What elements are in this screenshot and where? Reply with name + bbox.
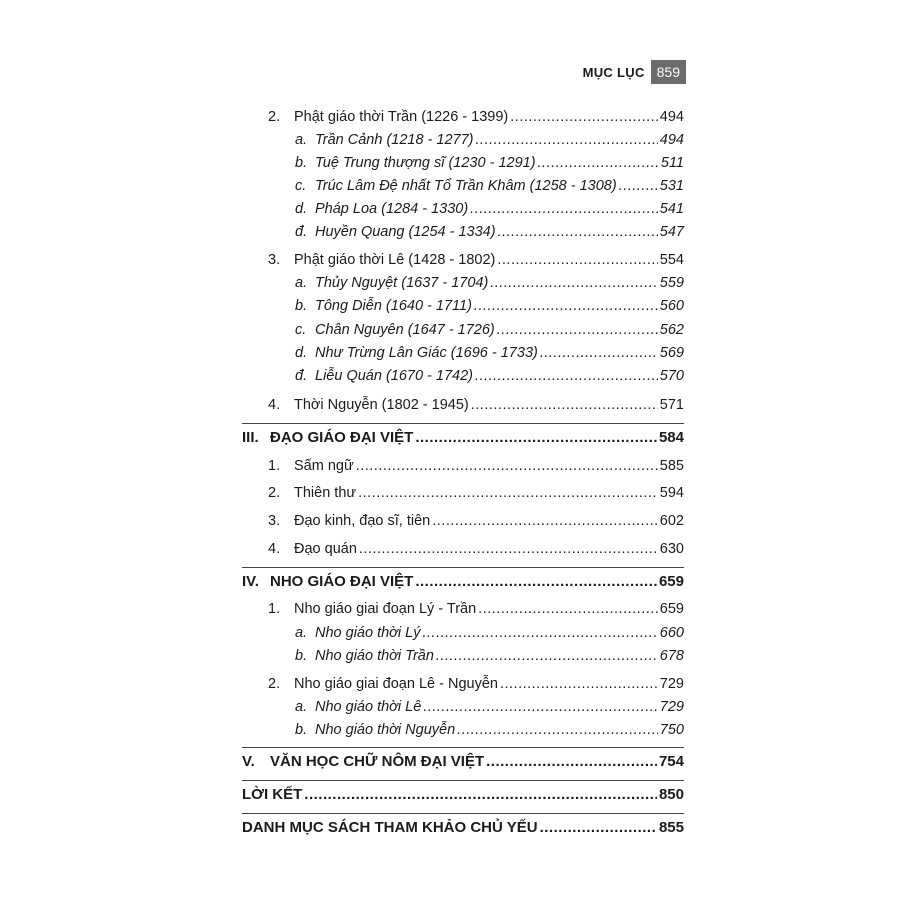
toc-entry-number: 2.: [268, 676, 281, 692]
toc-entry-title: Nho giáo thời Trần: [315, 648, 434, 664]
header-title: MỤC LỤC: [582, 64, 645, 80]
toc-entry-page: 571: [659, 397, 684, 413]
toc-entry-number: đ.: [295, 368, 308, 384]
toc-subentry: [295, 274, 684, 292]
toc-entry-page: 554: [659, 252, 684, 268]
toc-entry-page: 562: [659, 322, 684, 338]
section-divider: [242, 813, 684, 814]
leader-dots: [538, 154, 659, 172]
toc-section: [242, 573, 684, 591]
toc-entry-number: d.: [295, 201, 308, 217]
toc-subentry: [295, 698, 684, 716]
toc-entry-title: Phật giáo thời Trần (1226 - 1399): [294, 109, 509, 125]
leader-dots: [359, 540, 658, 558]
toc-entry-title: Chân Nguyên (1647 - 1726): [315, 322, 495, 338]
toc-entry-number: b.: [295, 722, 308, 738]
leader-dots: [510, 108, 658, 126]
toc-subentry: [295, 367, 684, 385]
leader-dots: [486, 753, 657, 771]
toc-entry-number: 4.: [268, 541, 281, 557]
toc-entry: [268, 675, 684, 693]
toc-subentry: [295, 223, 684, 241]
toc-entry-number: đ.: [295, 224, 308, 240]
toc-entry-page: 729: [659, 699, 684, 715]
leader-dots: [358, 484, 658, 502]
toc-entry-page: 659: [659, 601, 684, 617]
toc-entry-number: b.: [295, 298, 308, 314]
toc-entry-title: Phật giáo thời Lê (1428 - 1802): [294, 252, 496, 268]
toc-section-title: ĐẠO GIÁO ĐẠI VIỆT: [270, 429, 414, 446]
toc-entry-page: 570: [659, 368, 684, 384]
leader-dots: [497, 251, 657, 269]
toc-entry-page: 531: [659, 178, 684, 194]
toc-entry: [268, 540, 684, 558]
toc-subentry: [295, 321, 684, 339]
toc-entry-title: Tuệ Trung thượng sĩ (1230 - 1291): [315, 155, 536, 171]
toc-entry-number: a.: [295, 699, 308, 715]
toc-section: [242, 753, 684, 771]
toc-entry-title: Pháp Loa (1284 - 1330): [315, 201, 469, 217]
leader-dots: [497, 321, 658, 339]
toc-entry-title: Đạo quán: [294, 541, 357, 557]
toc-section-title: VĂN HỌC CHỮ NÔM ĐẠI VIỆT: [270, 753, 485, 770]
toc-entry-page: 660: [659, 625, 684, 641]
toc-subentry: [295, 154, 684, 172]
leader-dots: [423, 624, 658, 642]
toc-entry-title: Trần Cảnh (1218 - 1277): [315, 132, 474, 148]
toc-entry-title: Đạo kinh, đạo sĩ, tiên: [294, 513, 431, 529]
toc-subentry: [295, 297, 684, 315]
toc-subentry: [295, 177, 684, 195]
toc-entry-page: 602: [659, 513, 684, 529]
toc-entry-title: Thủy Nguyệt (1637 - 1704): [315, 275, 489, 291]
toc-entry-page: 585: [659, 458, 684, 474]
toc-entry: [268, 251, 684, 269]
toc-entry-page: 678: [659, 648, 684, 664]
toc-section-page: 850: [658, 786, 684, 803]
toc-entry-number: b.: [295, 648, 308, 664]
leader-dots: [432, 512, 658, 530]
leader-dots: [471, 396, 658, 414]
toc-section-page: 584: [658, 429, 684, 446]
section-divider: [242, 567, 684, 568]
leader-dots: [475, 367, 658, 385]
toc-entry-number: d.: [295, 345, 308, 361]
toc-entry-title: Huyền Quang (1254 - 1334): [315, 224, 496, 240]
toc-subentry: [295, 131, 684, 149]
toc-entry-title: Sấm ngữ: [294, 458, 354, 474]
toc-entry-number: 1.: [268, 458, 281, 474]
toc-subentry: [295, 200, 684, 218]
toc-section: [242, 429, 684, 447]
leader-dots: [619, 177, 658, 195]
leader-dots: [423, 698, 657, 716]
toc-entry-page: 559: [659, 275, 684, 291]
toc-entry-title: Trúc Lâm Đệ nhất Tổ Trần Khâm (1258 - 1308): [315, 178, 617, 194]
leader-dots: [415, 429, 657, 447]
toc-section-page: 754: [658, 753, 684, 770]
leader-dots: [540, 819, 657, 837]
toc-entry-page: 560: [659, 298, 684, 314]
leader-dots: [498, 223, 658, 241]
header-page-number: 859: [651, 60, 686, 84]
toc-section: [242, 786, 684, 804]
toc-section-title: NHO GIÁO ĐẠI VIỆT: [270, 573, 414, 590]
toc-entry-title: Nho giáo giai đoạn Lê - Nguyễn: [294, 676, 498, 692]
toc-entry: [268, 512, 684, 530]
leader-dots: [474, 297, 658, 315]
toc-entry-title: Nho giáo thời Lý: [315, 625, 421, 641]
toc-entry: [268, 396, 684, 414]
toc-section-number: V.: [242, 753, 255, 770]
toc-entry-number: a.: [295, 275, 308, 291]
toc-subentry: [295, 344, 684, 362]
toc-entry-title: Liễu Quán (1670 - 1742): [315, 368, 473, 384]
toc-entry-title: Thời Nguyễn (1802 - 1945): [294, 397, 469, 413]
toc-entry: [268, 600, 684, 618]
leader-dots: [500, 675, 658, 693]
toc-entry-number: 3.: [268, 252, 281, 268]
page-header: [583, 60, 686, 84]
toc-entry-number: 4.: [268, 397, 281, 413]
toc-entry-number: 3.: [268, 513, 281, 529]
toc-section: [242, 819, 684, 837]
toc-entry-page: 494: [659, 132, 684, 148]
toc-entry-page: 750: [659, 722, 684, 738]
toc-entry-number: 2.: [268, 109, 281, 125]
toc-entry-page: 594: [659, 485, 684, 501]
leader-dots: [436, 647, 658, 665]
toc-section-title: LỜI KẾT: [242, 786, 303, 803]
leader-dots: [540, 344, 658, 362]
toc-entry: [268, 108, 684, 126]
toc-entry-title: Thiên thư: [294, 485, 357, 501]
toc-section-number: III.: [242, 429, 259, 446]
toc-entry-number: a.: [295, 132, 308, 148]
toc-entry-page: 511: [660, 155, 684, 171]
toc-entry-number: c.: [295, 322, 307, 338]
toc-subentry: [295, 721, 684, 739]
leader-dots: [304, 786, 657, 804]
toc-entry-title: Như Trừng Lân Giác (1696 - 1733): [315, 345, 538, 361]
toc-subentry: [295, 647, 684, 665]
toc-entry-number: c.: [295, 178, 307, 194]
toc-entry-number: a.: [295, 625, 308, 641]
toc-entry: [268, 484, 684, 502]
toc-entry-number: b.: [295, 155, 308, 171]
toc-subentry: [295, 624, 684, 642]
toc-entry-title: Nho giáo thời Lê: [315, 699, 422, 715]
leader-dots: [470, 200, 658, 218]
section-divider: [242, 780, 684, 781]
toc-entry-page: 630: [659, 541, 684, 557]
toc-section-title: DANH MỤC SÁCH THAM KHẢO CHỦ YẾU: [242, 819, 538, 836]
toc-entry-page: 547: [659, 224, 684, 240]
toc-entry-page: 729: [659, 676, 684, 692]
leader-dots: [476, 131, 658, 149]
toc-section-number: IV.: [242, 573, 259, 590]
leader-dots: [490, 274, 658, 292]
toc-entry-title: Nho giáo thời Nguyễn: [315, 722, 456, 738]
toc-entry-page: 541: [659, 201, 684, 217]
toc-section-page: 659: [658, 573, 684, 590]
leader-dots: [457, 721, 658, 739]
toc-entry-title: Tông Diễn (1640 - 1711): [315, 298, 472, 314]
toc-entry-page: 569: [659, 345, 684, 361]
leader-dots: [478, 600, 658, 618]
toc-entry-page: 494: [659, 109, 684, 125]
toc-section-page: 855: [658, 819, 684, 836]
leader-dots: [356, 457, 658, 475]
leader-dots: [415, 573, 657, 591]
section-divider: [242, 747, 684, 748]
toc-entry-number: 2.: [268, 485, 281, 501]
toc-entry: [268, 457, 684, 475]
section-divider: [242, 423, 684, 424]
toc-entry-title: Nho giáo giai đoạn Lý - Trần: [294, 601, 477, 617]
toc-entry-number: 1.: [268, 601, 281, 617]
